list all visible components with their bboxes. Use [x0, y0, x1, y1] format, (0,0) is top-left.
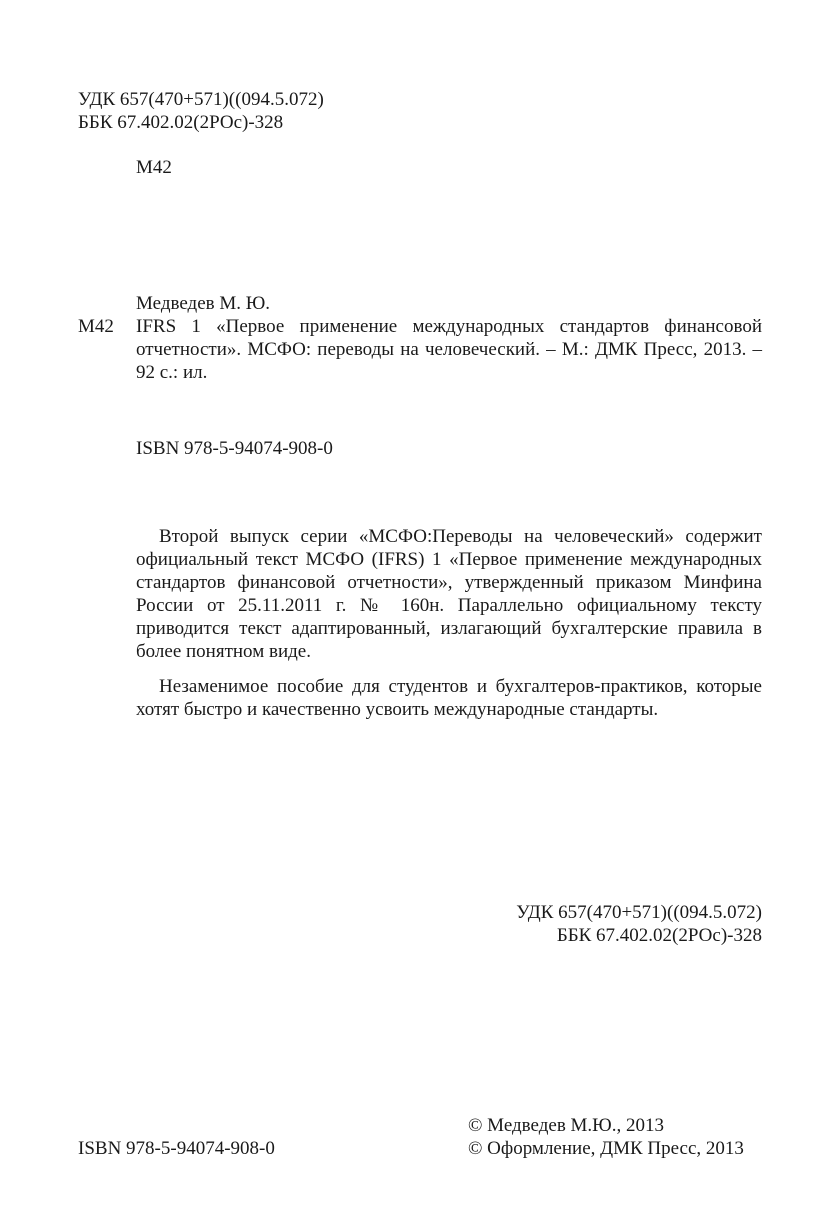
- bbk-code: ББК 67.402.02(2РОс)-328: [78, 112, 284, 133]
- udk-code-bottom: УДК 657(470+571)((094.5.072): [516, 902, 762, 923]
- copyright-design: © Оформление, ДМК Пресс, 2013: [468, 1138, 744, 1159]
- annotation-paragraph-1: Второй выпуск серии «МСФО:Переводы на человеческий» содержит официальный текст МСФО (IFRS) 1 «Первое применение международных стандартов финансовой отчетности», утвержденный приказом Минфина России от 25.11.2011 г. № 160н. Параллельно официальному тексту приводится текст адаптированный, излагающий бухгалтерские правила в более понятном виде.: [136, 526, 762, 662]
- udk-code: УДК 657(470+571)((094.5.072): [78, 89, 324, 110]
- bibliographic-description: IFRS 1 «Первое применение международных стандартов финансовой отчетности». МСФО: переводы на человеческий. – М.: ДМК Пресс, 2013. – 92 с.: ил.: [136, 316, 762, 383]
- isbn-card: ISBN 978-5-94074-908-0: [136, 438, 333, 459]
- copyright-author: © Медведев М.Ю., 2013: [468, 1115, 664, 1136]
- catalog-sign: М42: [78, 316, 114, 337]
- annotation: [136, 525, 762, 721]
- annotation-paragraph-2: Незаменимое пособие для студентов и бухгалтеров-практиков, которые хотят быстро и качественно усвоить международные стандарты.: [136, 676, 762, 720]
- author-sign: М42: [136, 157, 172, 178]
- author-name: Медведев М. Ю.: [136, 293, 271, 314]
- isbn-footer: ISBN 978-5-94074-908-0: [78, 1138, 275, 1159]
- bbk-code-bottom: ББК 67.402.02(2РОс)-328: [556, 925, 762, 946]
